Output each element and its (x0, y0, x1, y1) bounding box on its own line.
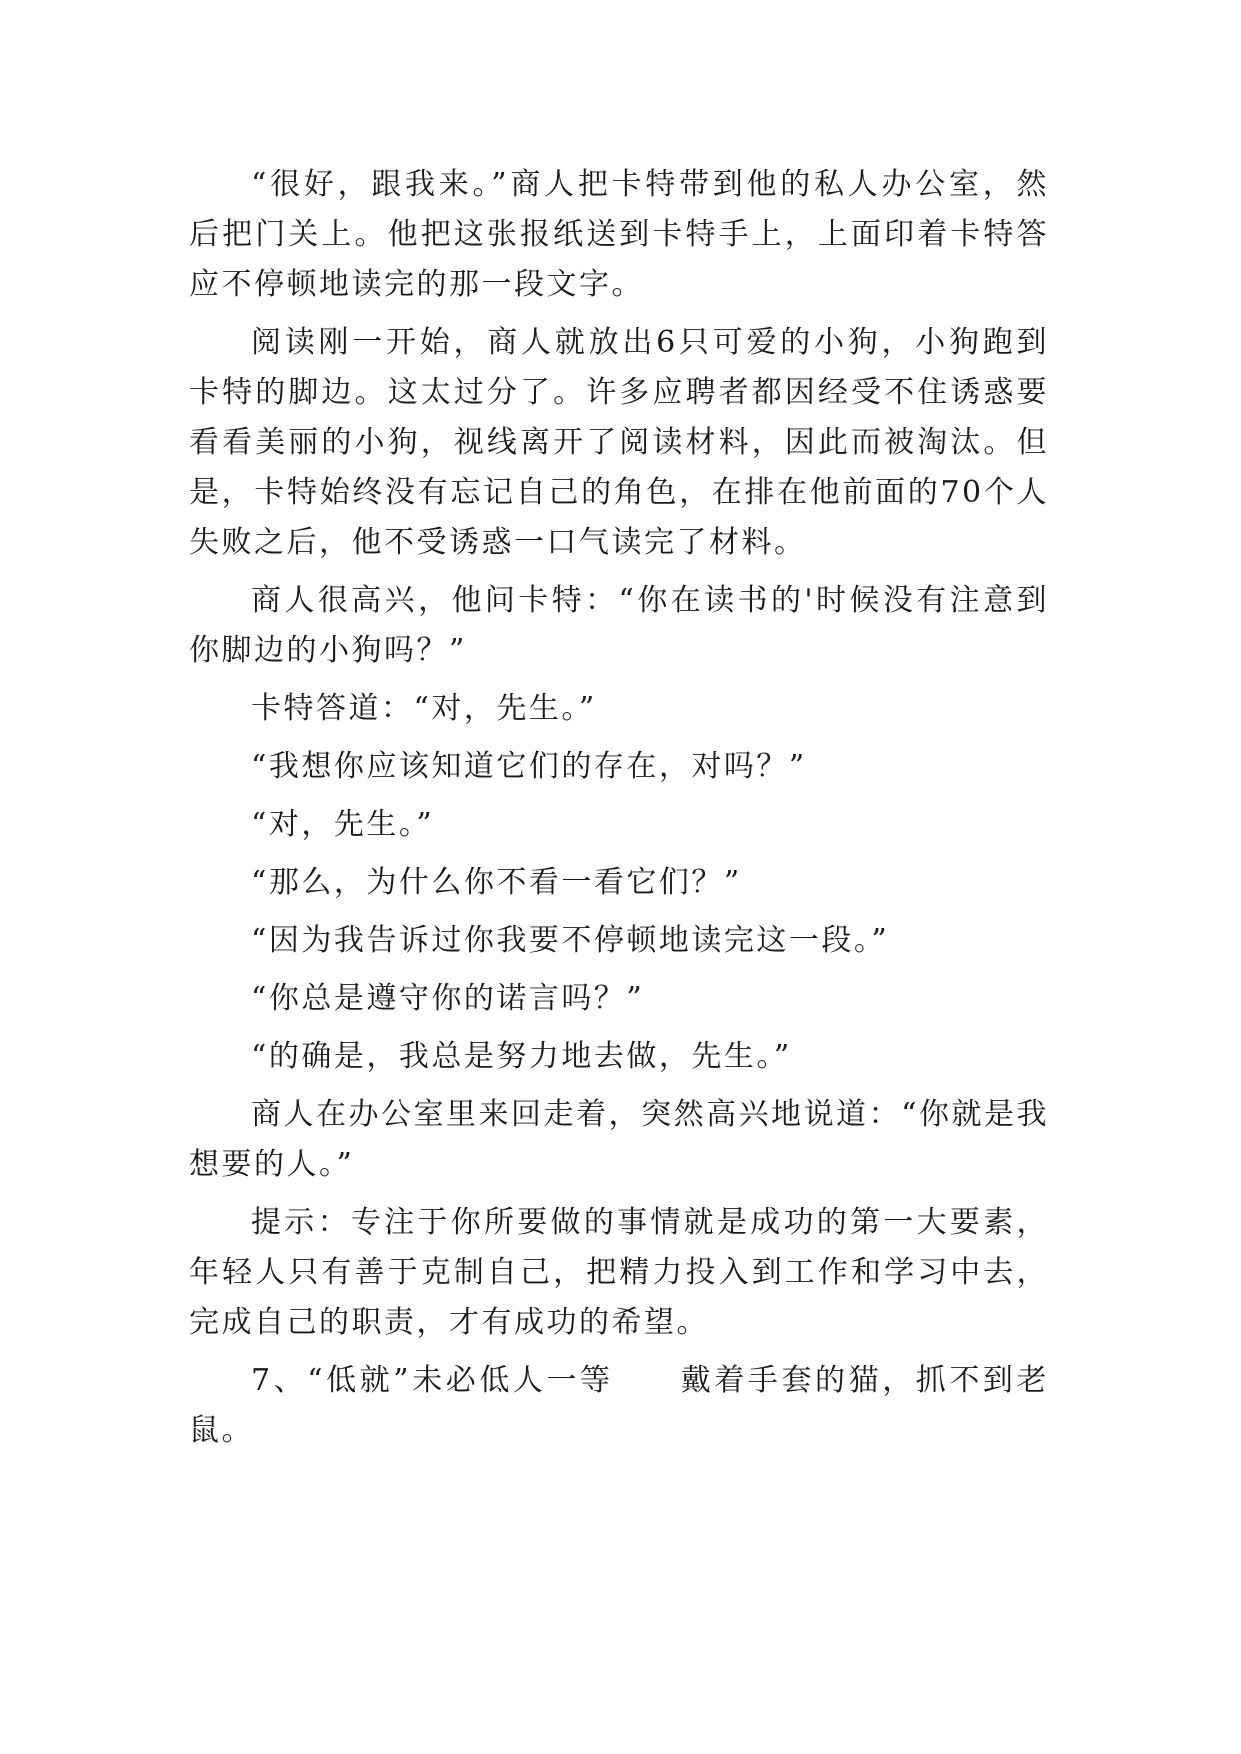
paragraph-merchant-decision: 商人在办公室里来回走着，突然高兴地说道：“你就是我想要的人。” (189, 1097, 1049, 1182)
dialogue-line: “的确是，我总是努力地去做，先生。” (251, 1039, 792, 1074)
paragraph-carter-answer: 卡特答道：“对，先生。” (251, 691, 597, 726)
dialogue-line: “那么，为什么你不看一看它们？” (251, 865, 742, 900)
paragraph-hint: 提示：专注于你所要做的事情就是成功的第一大要素，年轻人只有善于克制自己，把精力投入到工作和学习中去，完成自己的职责，才有成功的希望。 (189, 1205, 1049, 1340)
paragraph-puppies: 阅读刚一开始，商人就放出6只可爱的小狗，小狗跑到卡特的脚边。这太过分了。许多应聘者都因经受不住诱惑要看看美丽的小狗，视线离开了阅读材料，因此而被淘汰。但是，卡特始终没有忘记自己的角色，在排在他前面的70个人失败之后，他不受诱惑一口气读完了材料。 (189, 325, 1049, 560)
dialogue-line: “你总是遵守你的诺言吗？” (251, 981, 645, 1016)
paragraph-office: “很好，跟我来。”商人把卡特带到他的私人办公室，然后把门关上。他把这张报纸送到卡特手上，上面印着卡特答应不停顿地读完的那一段文字。 (189, 167, 1049, 302)
document-body (189, 160, 1049, 1464)
dialogue-line: “对，先生。” (251, 807, 435, 842)
dialogue-line: “我想你应该知道它们的存在，对吗？” (251, 749, 807, 784)
section-heading-7: 7、“低就”未必低人一等 戴着手套的猫，抓不到老鼠。 (189, 1363, 1049, 1448)
paragraph-merchant-question: 商人很高兴，他问卡特：“你在读书的'时候没有注意到你脚边的小狗吗？” (189, 583, 1049, 668)
dialogue-line: “因为我告诉过你我要不停顿地读完这一段。” (251, 923, 890, 958)
